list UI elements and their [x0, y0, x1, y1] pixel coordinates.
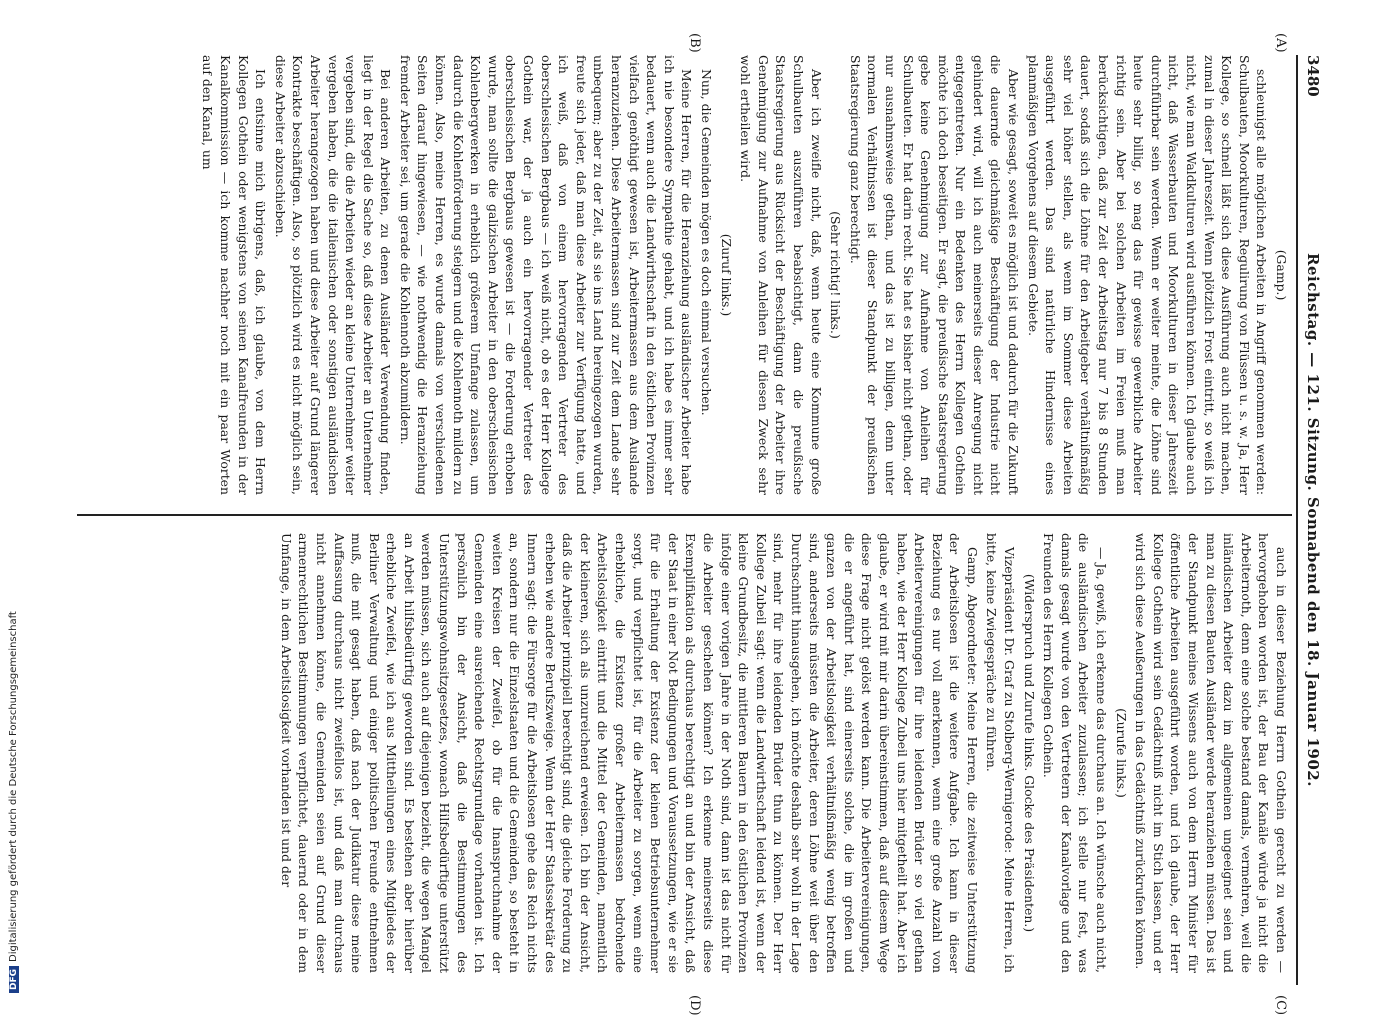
footer-text: Digitalisierung gefördert durch die Deutsche Forschungsgemeinschaft — [8, 611, 19, 962]
margin-mark-b: (B) — [687, 33, 702, 53]
page-number: 3480 — [1304, 55, 1322, 97]
paragraph: Gamp, Abgeordneter: Meine Herren, die zeitweise Unterstützung der Arbeitslosen ist die weitere Aufgabe. Ich kann in dieser Beziehung es nur voll anerkennen, wenn eine große Anzahl von Arbeitervereinigungen für ihre leidenden Brüder so viel gethan haben, wie der Herr Kollege Zubeil uns hier mitgetheilt hat. Aber ich glaube, er wird mit mir darin übereinstimmen, daß auf diesem Wege diese Frage nicht gelöst werden kann. Die Arbeitervereinigungen, die er angeführt hat, sind einerseits solche, die im großen und ganzen von der Arbeitslosigkeit verhältnißmäßig wenig betroffen sind, anderseits müssten die Arbeiter, deren Löhne weit über den Durchschnitt hinausgehen, ich möchte deshalb sehr wohl in der Lage sind, mehr für ihre leidenden Brüder thun zu können. Der Herr Kollege Zubeil sagt: wenn die Landwirthschaft leidend ist, wenn der kleine Grundbesitz, die mittleren Bauern in den östlichen Provinzen infolge einer vorigen Jahre in der Noth sind, dann ist das nicht für die Arbeiter geschehen können? Ich erkenne meinerseits diese Exemplifikation als durchaus berechtigt an und bin der Ansicht, daß der Staat in einer Not Bedingungen und Voraussetzungen, wie er sie für die Erhaltung der Existenz der kleinen Betriebsunternehmer sorgt, und verpflichtet ist, für die Arbeiter zu sorgen, wenn eine erhebliche, die Existenz großer Arbeitermassen bedrohende Arbeitslosigkeit eintritt und die Mittel der Gemeinden, namentlich der kleineren, sich als unzureichend erweisen. Ich bin der Ansicht, daß die Arbeiter prinzipiell berechtigt sind, die gleiche Forderung zu erheben wie andere Berufszweige. Wenn der Herr Staatssekretär des Innern sagt: die Fürsorge für die Arbeitslosen gehe das Reich nichts an, sondern nur die Einzelstaaten und die Gemeinden, so besteht in weiten Kreisen der Zweifel, ob für die Inanspruchnahme der Gemeinden eine ausreichende Rechtsgrundlage vorhanden ist. Ich persönlich bin der Ansicht, daß die Bestimmungen des Unterstützungswohnsitzgesetzes, wonach Hilfsbedürftige unterstützt werden müssen, sich auch auf diejenigen bezieht, die wegen Mangel an Arbeit hilfsbedürftig geworden sind. Es bestehen aber hierüber erhebliche Zweifel, wie ich aus Mittheilungen eines Mitgliedes der Berliner Verwaltung und einiger politischen Freunde entnehmen muß, die mit gesagt haben, daß nach der Judikatur diese meine Auffassung durchaus nicht zweifellos ist, und daß man durchaus nicht annehmen könne, die Gemeinden seien auf Grund dieser armenrechtlichen Bestimmungen verpflichtet, dauernd oder in dem Umfange, in dem Arbeitslosigkeit vorhanden ist und der — [278, 533, 980, 973]
interjection: (Zurufe links.) — [1113, 708, 1129, 798]
margin-mark-d: (D) — [687, 995, 702, 1016]
page-header — [1296, 55, 1322, 985]
digitization-footer — [8, 3, 22, 993]
paragraph: Aber wie gesagt, soweit es möglich ist und dadurch für die Zukunft die dauernde gleichmäßige Beschäftigung der Industrie nicht gehindert wird, will ich auch meinerseits dieser Anregung nicht entgegentreten. Nur ein Bedenken des Herrn Kollegen Gothein möchte ich doch beseitigen. Er sagt, die preußische Staatsregierung gebe keine Genehmigung zur Aufnahme von Anleihen für Schulbauten. Er hat darin recht. Sie hat es bisher nicht gethan, oder nur ausnahmsweise gethan, und das ist zu billigen, denn unter normalen Verhältnissen ist dieser Standpunkt der preußischen Staatsregierung ganz berechtigt. — [847, 55, 1022, 495]
page-title: Reichstag. — 121. Sitzung. Sonnabend den 18. Januar 1902. — [1304, 253, 1322, 787]
column-divider — [77, 514, 1292, 516]
paragraph: Meine Herren, für die Heranziehung ausländischer Arbeiter habe ich nie besondere Sympathie gehabt, und ich habe es immer sehr bedauert, wenn auch die Landwirthschaft in den östlichen Provinzen vielfach genöthigt gewesen ist, Arbeitermassen aus dem Auslande heranzuziehen. Diese Arbeitermassen sind zur Zeit dem Lande sehr unbequem; aber zu der Zeit, als sie ins Land hereingezogen wurden, freute sich jeder, daß man diese Arbeiter zur Verfügung hatte, und ich weiß, daß von einem hervorragenden Vertreter des oberschlesischen Bergbaus — ich weiß nicht, ob es der Herr Kollege Gothein war, der ja auch ein hervorragender Vertreter des oberschlesischen Bergbaus gewesen ist — die Forderung erhoben wurde, man sollte die galizischen Arbeiter in den oberschlesischen Kohlenbergwerken in erheblich größerem Umfange zulassen, um dadurch die Kohlenförderung steigern und die Kohlennoth mildern zu können. Also, meine Herren, es wurde damals von verschiedenen Seiten darauf hingewiesen, — wie nothwendig die Heranziehung fremder Arbeiter sei, um gerade die Kohlennoth abzumildern. — [397, 55, 695, 495]
paragraph: Aber ich zweifle nicht, daß, wenn heute eine Kommune große Schulbauten auszuführen beabsichtigt, dann die preußische Staatsregierung aus Rücksicht der Beschäftigung der Arbeiter ihre Genehmigung zur Aufnahme von Anleihen für diesen Zweck sehr wohl ertheilen wird. — [738, 55, 824, 495]
speaker-label: (Gamp.) — [1274, 249, 1289, 301]
dfg-logo: DFG — [9, 966, 19, 993]
margin-mark-c: (C) — [1273, 995, 1288, 1016]
paragraph: schleunigst alle möglichen Arbeiten in Angriff genommen werden: Schulbauten, Moorkulturen, Regulirung von Flüssen u. s. w. Ja, Herr Kollege, so schnell läßt sich diese Ausführung auch nicht machen, zumal in dieser Jahreszeit. Wenn plötzlich Frost eintritt, so weiß ich nicht, wie man Waldkulturen wird ausführen können. Ich glaube auch nicht, daß Wasserbauten und Moorkulturen in dieser Jahreszeit durchführbar sein werden. Wenn er weiter meinte, die Löhne sind heute sehr billig, so mag das für gewisse gewerbliche Arbeiter richtig sein. Aber bei solchen Arbeiten im Freien muß man berücksichtigen, daß zur Zeit der Arbeitstag nur 7 bis 8 Stunden dauert, sodaß sich die Löhne für den Arbeitgeber verhältnißmäßig sehr viel höher stellen, als wenn im Sommer diese Arbeiten ausgeführt werden. Das sind natürliche Hindernisse eines planmäßigen Vorgehens auf diesem Gebiete. — [1025, 55, 1270, 495]
interjection: (Widerspruch und Zurufe links. Glocke des Präsidenten.) — [1021, 573, 1037, 933]
paragraph: Vizepräsident Dr. Graf zu Stolberg-Wernigerode: Meine Herren, ich bitte, keine Zwiegespräche zu führen. — [984, 533, 1018, 973]
header-rule — [1296, 55, 1298, 985]
rotated-page-content — [72, 33, 1322, 1016]
paragraph: Nun, die Gemeinden mögen es doch einmal versuchen. — [699, 69, 714, 416]
paragraph: Bei anderen Arbeiten, zu denen Ausländer Verwendung finden, liegt in der Regel die Sache so, daß diese Arbeiter an Unternehmer vergeben sind, die die Arbeiten wieder an kleine Unternehmer weiter vergeben haben, die die italienischen oder sonstigen ausländischen Arbeiter herangezogen haben und diese Arbeiter auf Grund längerer Kontrakte beschäftigen. Also, so plötzlich wird es nicht möglich sein, diese Arbeiter abzuschieben. — [272, 55, 394, 495]
interjection: (Sehr richtig! links.) — [828, 211, 844, 339]
margin-mark-a: (A) — [1273, 33, 1288, 53]
interjection: (Zuruf links.) — [718, 233, 734, 317]
left-column — [80, 55, 1290, 495]
paragraph: — Ja, gewiß, ich erkenne das durchaus an. Ich wünsche auch nicht, die ausländischen Arbeiter zuzulassen; ich stelle nur fest, was damals gesagt wurde von den Vertretern der Kanalvorlage und den Freunden des Herrn Kollegen Gothein. — [1041, 533, 1110, 973]
right-column — [80, 533, 1290, 973]
paragraph: Ich entsinne mich übrigens, daß, ich glaube, von dem Herrn Kollegen Gothein oder wenigstens von seinen Kanalfreunden in der Kanalkommission — ich komme nachher noch mit ein paar Worten auf den Kanal, um — [200, 55, 269, 495]
paragraph: auch in dieser Beziehung Herrn Gothein gerecht zu werden — hervorgehoben worden ist, der Bau der Kanäle würde ja nicht die Arbeiternoth, denn eine solche bestand damals, vermehren, weil die inländischen Arbeiter dazu im allgemeinen ungeeignet seien und man zu diesen Bauten Ausländer werde heranziehen müssen. Das ist der Standpunkt meines Wissens auch von dem Herrn Minister für öffentliche Arbeiten ausgeführt worden, und ich glaube, der Herr Kollege Gothein wird sein Gedächtniß nicht im Stich lassen, und er wird sich diese Aeußerungen in das Gedächtniß zurückrufen können. — [1133, 533, 1289, 973]
